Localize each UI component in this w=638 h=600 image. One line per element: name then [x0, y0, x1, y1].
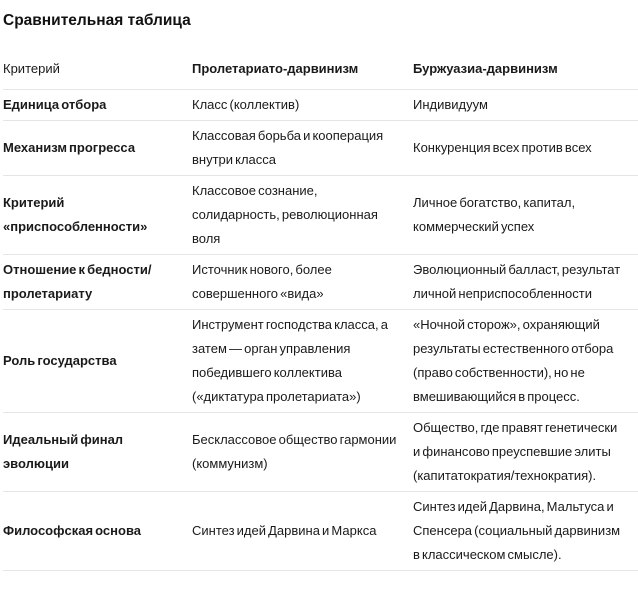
cell-criterion: Философская основа: [3, 492, 192, 571]
cell-proletarian: Класс (коллектив): [192, 90, 413, 121]
table-row: [3, 176, 638, 255]
cell-criterion: Критерий «приспособленности»: [3, 176, 192, 255]
cell-bourgeois: «Ночной сторож», охраняющий результаты естественного отбора (право собственности), но не вмешивающийся в процесс.: [413, 310, 638, 413]
cell-bourgeois: Общество, где правят генетически и финансово преуспевшие элиты (капитатократия/технократия).: [413, 413, 638, 492]
table-row: [3, 310, 638, 413]
comparison-table: [3, 57, 638, 571]
cell-proletarian: Источник нового, более совершенного «вида»: [192, 255, 413, 310]
cell-bourgeois: Эволюционный балласт, результат личной неприспособленности: [413, 255, 638, 310]
cell-criterion: Идеальный финал эволюции: [3, 413, 192, 492]
table-row: [3, 90, 638, 121]
column-header-criterion: Критерий: [3, 57, 192, 90]
cell-proletarian: Классовая борьба и кооперация внутри класса: [192, 121, 413, 176]
cell-proletarian: Инструмент господства класса, а затем — орган управления победившего коллектива («диктатура пролетариата»): [192, 310, 413, 413]
table-header-row: [3, 57, 638, 90]
cell-criterion: Единица отбора: [3, 90, 192, 121]
cell-proletarian: Бесклассовое общество гармонии (коммунизм): [192, 413, 413, 492]
cell-bourgeois: Конкуренция всех против всех: [413, 121, 638, 176]
table-row: [3, 121, 638, 176]
cell-bourgeois: Индивидуум: [413, 90, 638, 121]
cell-bourgeois: Личное богатство, капитал, коммерческий успех: [413, 176, 638, 255]
cell-proletarian: Классовое сознание, солидарность, революционная воля: [192, 176, 413, 255]
cell-proletarian: Синтез идей Дарвина и Маркса: [192, 492, 413, 571]
cell-criterion: Отношение к бедности/пролетариату: [3, 255, 192, 310]
column-header-proletarian-darwinism: Пролетариато-дарвинизм: [192, 57, 413, 90]
column-header-bourgeois-darwinism: Буржуазиа-дарвинизм: [413, 57, 638, 90]
cell-criterion: Роль государства: [3, 310, 192, 413]
table-row: [3, 413, 638, 492]
table-row: [3, 255, 638, 310]
cell-bourgeois: Синтез идей Дарвина, Мальтуса и Спенсера (социальный дарвинизм в классическом смысле).: [413, 492, 638, 571]
cell-criterion: Механизм прогресса: [3, 121, 192, 176]
page-title: Сравнительная таблица: [3, 12, 191, 29]
table-row: [3, 492, 638, 571]
